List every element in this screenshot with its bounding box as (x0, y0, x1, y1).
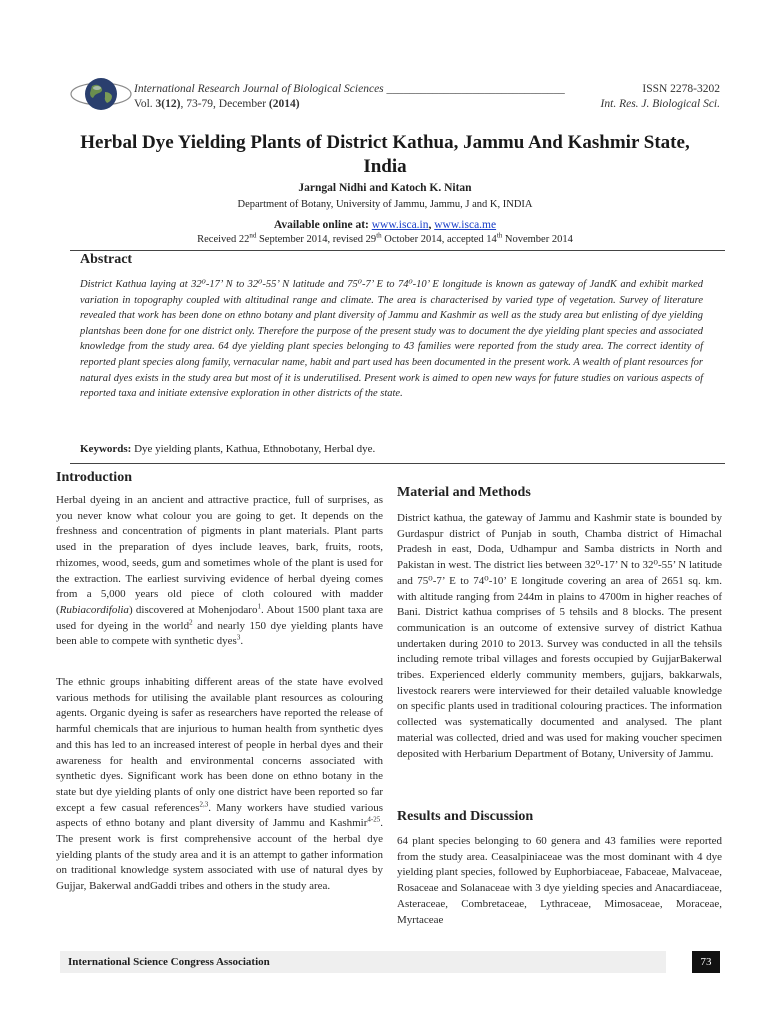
isca-in-link[interactable]: www.isca.in (371, 219, 429, 231)
methods-heading: Material and Methods (397, 485, 531, 500)
abstract-text: District Kathua laying at 32⁰-17’ N to 32⁰-55’ N latitude and 75⁰-7’ E to 74⁰-10’ E longitude is known as gateway of JandK and exhibit marked variation in topography coupled with altitudinal range and climate. The area is characterised by varied type of vegetation. Survey of literature revealed that work has been done on ethno botany and plant diversity of Jammu and Kashmir as well as the study area but enlisting of dye yielding plantshas been done for one district only. Therefore the purpose of the present study was to document the dye yielding plant species and associated knowledge from the study area. 64 dye yielding plant species belonging to 43 families were reported from the study area. The correct identity of reported plant species along family, vernacular name, habit and part used has been documented in the present work. A wealth of plant resources for natural dyes exists in the study area but most of it is underutilised. Present work is aimed to open new ways for future studies on various aspects of reported taxa and initiate extensive exploration in other districts of the state. (80, 279, 703, 400)
journal-header-right (601, 82, 720, 111)
page-number: 73 (692, 951, 720, 973)
introduction-heading: Introduction (56, 470, 132, 485)
issn: ISSN 2278-3202 (642, 83, 720, 95)
journal-logo-globe (70, 70, 132, 118)
footer-organization: International Science Congress Association (68, 956, 270, 968)
affiliation: Department of Botany, University of Jammu, Jammu, J and K, INDIA (237, 199, 533, 210)
introduction-paragraph-1: Herbal dyeing in an ancient and attractive practice, full of surprises, as you never know what colour you are going to get. It depends on the freshness and concentration of pigments in plant materials. Plant parts used in the preparation of dyes include leaves, bark, fruits, roots, rhizomes, wood, seeds, gum and sometimes whole of the plant is used for the extraction. The earliest surviving evidence of herbal dyeing comes from a 5,000 years old piece of cloth coloured with madder (Rubiacordifolia) discovered at Mohenjodaro$^1$. About 1500 plant taxa are used for dyeing in the world$^2$ and nearly 150 dye yielding plants have been able to compete with synthetic dyes$^3$. (56, 494, 384, 648)
divider (70, 250, 725, 251)
authors: Jarngal Nidhi and Katoch K. Nitan (298, 182, 472, 194)
volume-info: Vol. 3(12), 73-79, December (2014) (134, 97, 300, 110)
paper-title: Herbal Dye Yielding Plants of District Kathua, Jammu And Kashmir State, India (80, 132, 690, 177)
introduction-paragraph-2: The ethnic groups inhabiting different areas of the state have evolved various methods for utilising the available plant resources as colouring agents. Organic dyeing is safer as researchers have reported the release of harmful chemicals that are injurious to human health from synthetic dyes and this has led to an increased interest of people in herbal dyes and their awareness for health and environmental concerns associated with synthetic dyes. Significant work has been done on ethno botany in the state but dye yielding plants of only one district have been reported so far except a few casual references$^{2,3}$. Many workers have studied various aspects of ethno botany and plant diversity of Jammu and Kashmir$^{4-25}$. The present work is first comprehensive account of the herbal dye yielding plants of the study area and it is an attempt to gather information on traditional knowledge system associated with use of natural dyes by Gujjar, Bakerwal andGaddi tribes and others in the study area. (56, 676, 383, 893)
abstract-heading: Abstract (80, 252, 133, 267)
divider (70, 463, 725, 464)
footer-bar (60, 951, 666, 973)
results-paragraph: 64 plant species belonging to 60 genera and 43 families were reported from the study area. Ceasalpiniaceae was the most dominant with 4 dye yielding plant species, followed by Euphorbiaceae, Fabaceae, Malvaceae, Rosaceae and Solanaceae with 3 dye yielding species and Anacardiaceae, Asteraceae, Combretaceae, Lythraceae, Mimosaceae, Moraceae, Myrtaceae (397, 835, 722, 926)
received-dates: Received 22nd September 2014, revised 29th October 2014, accepted 14th November 2014 (197, 231, 573, 245)
availability-line: Available online at: www.isca.in, www.isca.me (273, 219, 497, 231)
results-heading: Results and Discussion (397, 809, 534, 824)
journal-abbreviation: Int. Res. J. Biological Sci. (600, 97, 720, 110)
journal-name: International Research Journal of Biological Sciences _______________________________ (134, 83, 565, 95)
methods-paragraph: District kathua, the gateway of Jammu and Kashmir state is bounded by Gurdaspur district of Punjab in south, Chamba district of Himachal Pradesh in east, Doda, Udhampur and Samba districts in North and Pakistan in west. The district lies between 32⁰-17’ N to 32⁰-55’ N latitude and 75⁰-7’ E to 74⁰-10’ E longitude covering an area of 2651 sq. km. with altitude ranging from 244m in plains to 4700m in higher reaches of Bani. District kathua comprises of 5 tehsils and 8 blocks. The present communication is an outcome of extensive survey of district Kathua undertaken during 2010 to 2013. Survey was conducted in all the tehsils including remote tribal villages and forests occupied by GujjarBakerwal tribes. Experienced elderly community members, gujjars, bakkarwals, livestock rearers were interviewed for their detailed valuable knowledge on specific plants used in traditional colouring practices. The information collected was systematically documented and analysed. The plant material was collected, dried and was used for making voucher specimen deposited with Herbarium Department of Botany, University of Jammu. (397, 512, 722, 760)
journal-header-left (134, 82, 565, 111)
isca-me-link[interactable]: www.isca.me (434, 219, 497, 231)
keywords: Keywords: Dye yielding plants, Kathua, Ethnobotany, Herbal dye. (80, 443, 376, 455)
